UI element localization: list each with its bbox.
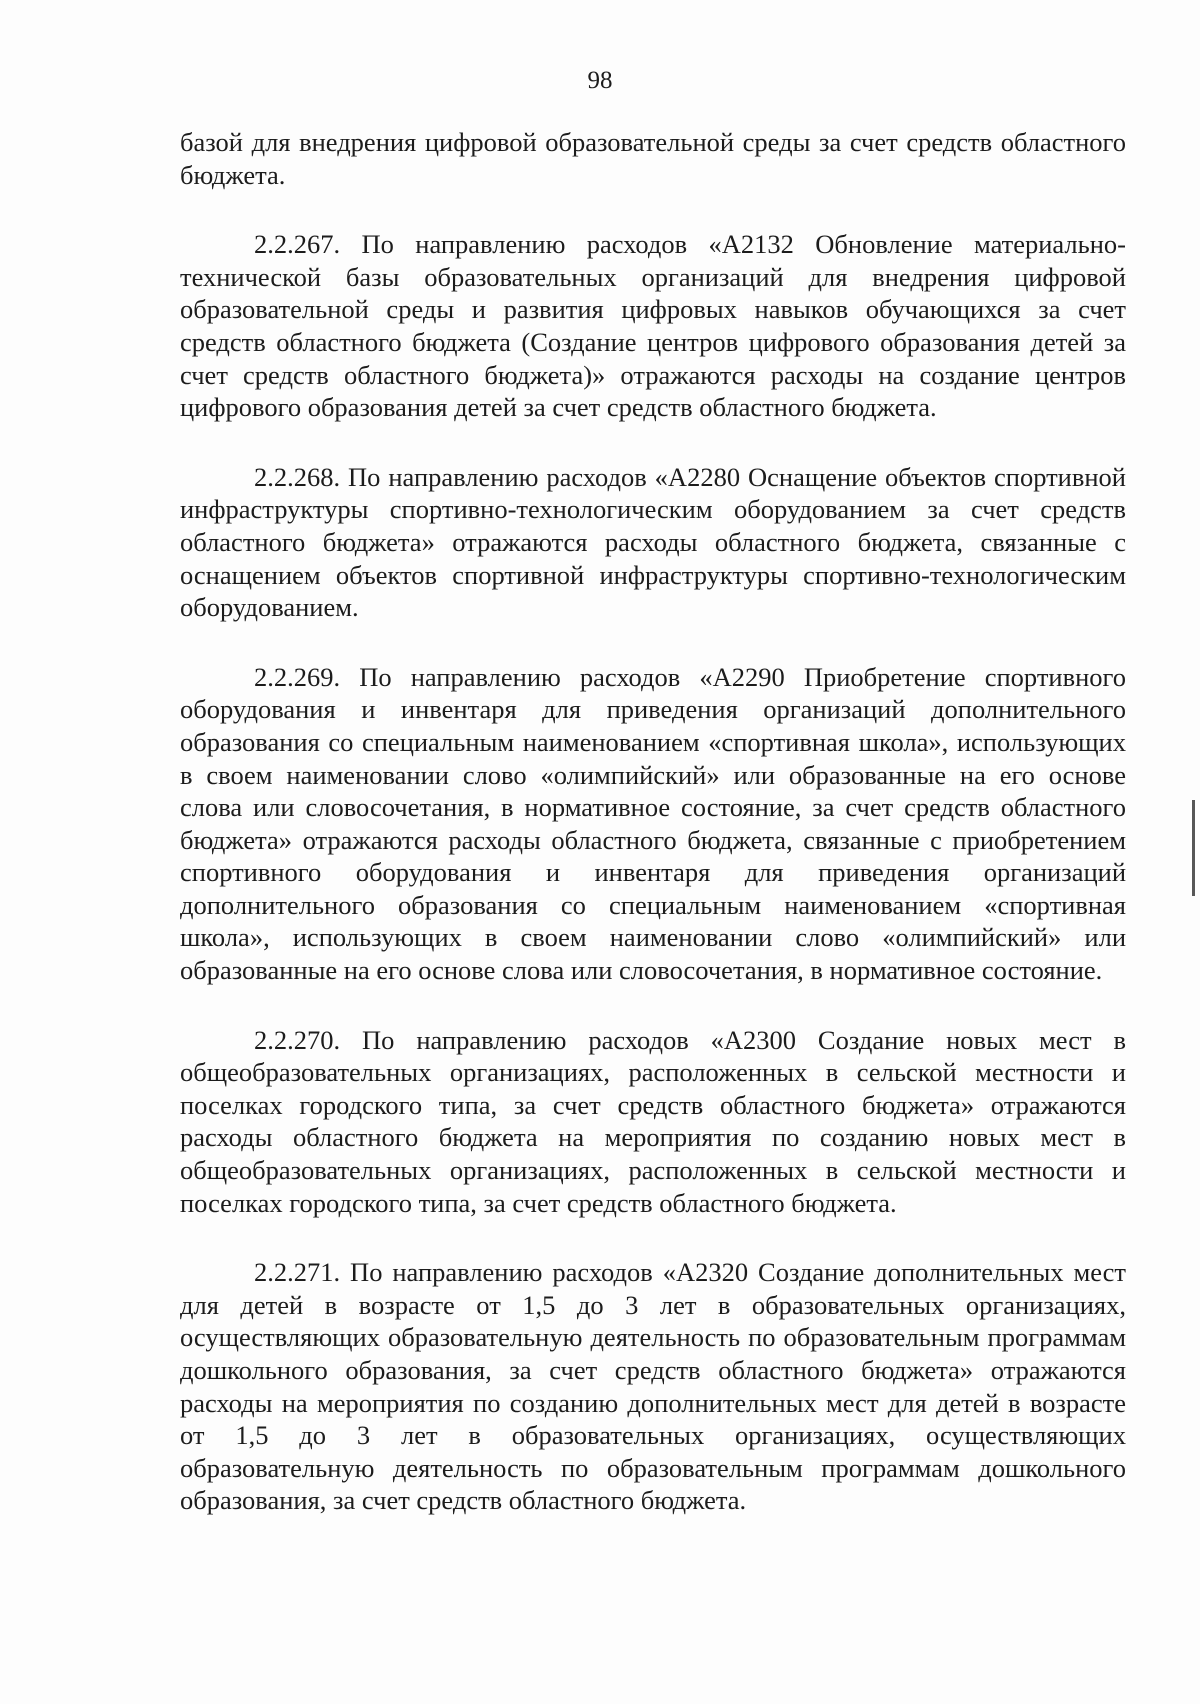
paragraph-gap <box>180 624 1126 661</box>
page-number: 98 <box>587 67 613 94</box>
paragraph-2-2-268: 2.2.268. По направлению расходов «А2280 Оснащение объектов спортивной инфраструктуры спортивно-технологическим оборудованием за счет средств областного бюджета» отражаются расходы областного бюджета, связанные с оснащением объектов спортивной инфраструктуры спортивно-технологическим оборудованием. <box>180 461 1126 623</box>
scan-edge-mark <box>1192 800 1195 896</box>
paragraph-gap <box>180 1219 1126 1256</box>
document-body <box>180 126 1126 1517</box>
paragraph-2-2-267: 2.2.267. По направлению расходов «А2132 Обновление материально-технической базы образовательных организаций для внедрения цифровой образовательной среды и развития цифровых навыков обучающихся за счет средств областного бюджета (Создание центров цифрового образования детей за счет средств областного бюджета)» отражаются расходы на создание центров цифрового образования детей за счет средств областного бюджета. <box>180 229 1126 423</box>
paragraph-2-2-271: 2.2.271. По направлению расходов «А2320 Создание дополнительных мест для детей в возрасте от 1,5 до 3 лет в образовательных организациях, осуществляющих образовательную деятельность по образовательным программам дошкольного образования, за счет средств областного бюджета» отражаются расходы на мероприятия по созданию дополнительных мест для детей в возрасте от 1,5 до 3 лет в образовательных организациях, осуществляющих образовательную деятельность по образовательным программам дошкольного образования, за счет средств областного бюджета. <box>180 1257 1126 1516</box>
paragraph-gap <box>180 424 1126 461</box>
paragraph-gap <box>180 191 1126 228</box>
paragraph-continuation: базой для внедрения цифровой образовательной среды за счет средств областного бюджета. <box>180 127 1126 190</box>
paragraph-gap <box>180 987 1126 1024</box>
paragraph-2-2-270: 2.2.270. По направлению расходов «А2300 Создание новых мест в общеобразовательных организациях, расположенных в сельской местности и поселках городского типа, за счет средств областного бюджета» отражаются расходы областного бюджета на мероприятия по созданию новых мест в общеобразовательных организациях, расположенных в сельской местности и поселках городского типа, за счет средств областного бюджета. <box>180 1024 1126 1218</box>
paragraph-2-2-269: 2.2.269. По направлению расходов «А2290 Приобретение спортивного оборудования и инвентаря для приведения организаций дополнительного образования со специальным наименованием «спортивная школа», использующих в своем наименовании слово «олимпийский» или образованные на его основе слова или словосочетания, в нормативное состояние, за счет средств областного бюджета» отражаются расходы областного бюджета, связанные с приобретением спортивного оборудования и инвентаря для приведения организаций дополнительного образования со специальным наименованием «спортивная школа», использующих в своем наименовании слово «олимпийский» или образованные на его основе слова или словосочетания, в нормативное состояние. <box>180 661 1126 986</box>
